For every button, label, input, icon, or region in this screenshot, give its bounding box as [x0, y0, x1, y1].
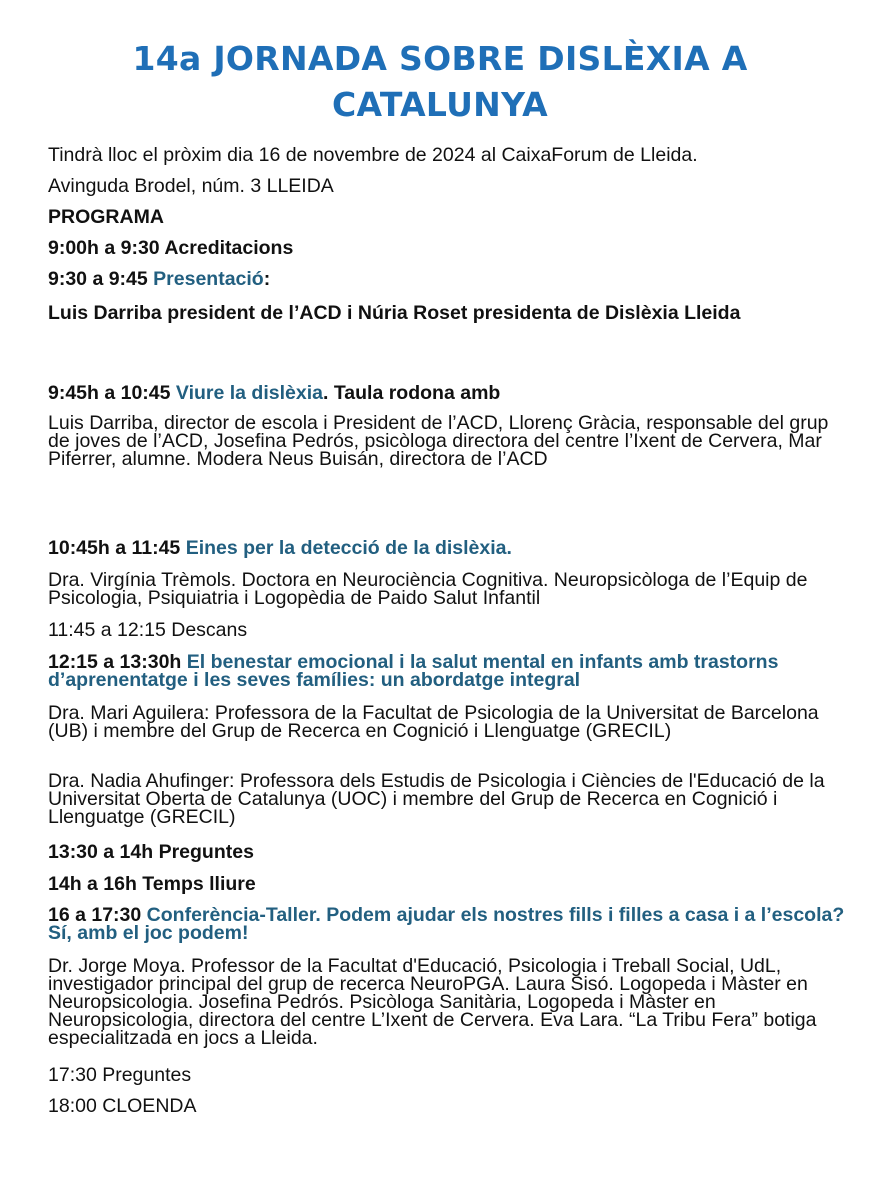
taller-time: 16 a 17:30: [48, 904, 147, 926]
viure-suffix: . Taula rodona amb: [322, 382, 501, 404]
presentacio-colon: :: [263, 268, 271, 290]
viure-time: 9:45h a 10:45: [48, 382, 176, 404]
eines-time: 10:45h a 11:45: [48, 537, 186, 559]
intro-address: Avinguda Brodel, núm. 3 LLEIDA: [48, 175, 334, 197]
item-acreditacions: 9:00h a 9:30 Acreditacions: [48, 237, 294, 259]
benestar-desc-2: Dra. Nadia Ahufinger: Professora dels Estudis de Psicologia i Ciències de l'Educació de la Universitat Oberta de Catalunya (UOC) i membre del Grup de Recerca en Cognició i Llenguatge (GRECIL): [48, 770, 825, 828]
item-presentacio: [48, 270, 848, 288]
item-benestar: [48, 653, 848, 689]
item-temps-lliure: 14h a 16h Temps lliure: [48, 873, 256, 895]
item-descans: 11:45 a 12:15 Descans: [48, 619, 248, 641]
presentacio-time: 9:30 a 9:45: [48, 268, 154, 290]
presentacio-desc: Luis Darriba president de l’ACD i Núria Roset presidenta de Dislèxia Lleida: [48, 302, 741, 324]
programa-label: PROGRAMA: [48, 206, 164, 228]
item-taller: [48, 906, 848, 942]
eines-title: Eines per la detecció de la dislèxia.: [185, 537, 512, 559]
presentacio-title: Presentació: [153, 268, 264, 290]
page-title: 14a JORNADA SOBRE DISLÈXIA A CATALUNYA: [132, 39, 748, 124]
eines-desc: Dra. Virgínia Trèmols. Doctora en Neurociència Cognitiva. Neuropsicòloga de l’Equip de Psicologia, Psiquiatria i Logopèdia de Paido Salut Infantil: [48, 569, 808, 609]
item-preguntes-1: 13:30 a 14h Preguntes: [48, 841, 254, 863]
benestar-time: 12:15 a 13:30h: [48, 651, 187, 673]
benestar-desc-1: Dra. Mari Aguilera: Professora de la Facultat de Psicologia de la Universitat de Barcelona (UB) i membre del Grup de Recerca en Cognició i Llenguatge (GRECIL): [48, 702, 819, 742]
item-cloenda: 18:00 CLOENDA: [48, 1095, 197, 1117]
viure-title: Viure la dislèxia: [175, 382, 323, 404]
viure-desc: Luis Darriba, director de escola i President de l’ACD, Llorenç Gràcia, responsable del grup de joves de l’ACD, Josefina Pedrós, psicòloga directora del centre l’Ixent de Cervera, Mar Piferrer, alumne. Modera Neus Buisán, directora de l’ACD: [48, 412, 829, 470]
item-viure: [48, 384, 848, 402]
item-eines: [48, 539, 848, 557]
taller-title: Conferència-Taller. Podem ajudar els nostres fills i filles a casa i a l’escola? Sí, amb el joc podem!: [48, 904, 845, 944]
benestar-title: El benestar emocional i la salut mental en infants amb trastorns d’aprenentatge i les seves famílies: un abordatge integral: [48, 651, 779, 691]
document: [48, 36, 848, 142]
taller-desc: Dr. Jorge Moya. Professor de la Facultat d'Educació, Psicologia i Treball Social, UdL, investigador principal del grup de recerca NeuroPGA. Laura Sisó. Logopeda i Màster en Neuropsicologia. Josefina Pedrós. Psicòloga Sanitària, Logopeda i Màster en Neuropsicologia, directora del centre L’Ixent de Cervera. Eva Lara. “La Tribu Fera” botiga especialitzada en jocs a Lleida.: [48, 955, 817, 1049]
intro-date: Tindrà lloc el pròxim dia 16 de novembre de 2024 al CaixaForum de Lleida.: [48, 144, 698, 166]
item-preguntes-2: 17:30 Preguntes: [48, 1064, 192, 1086]
